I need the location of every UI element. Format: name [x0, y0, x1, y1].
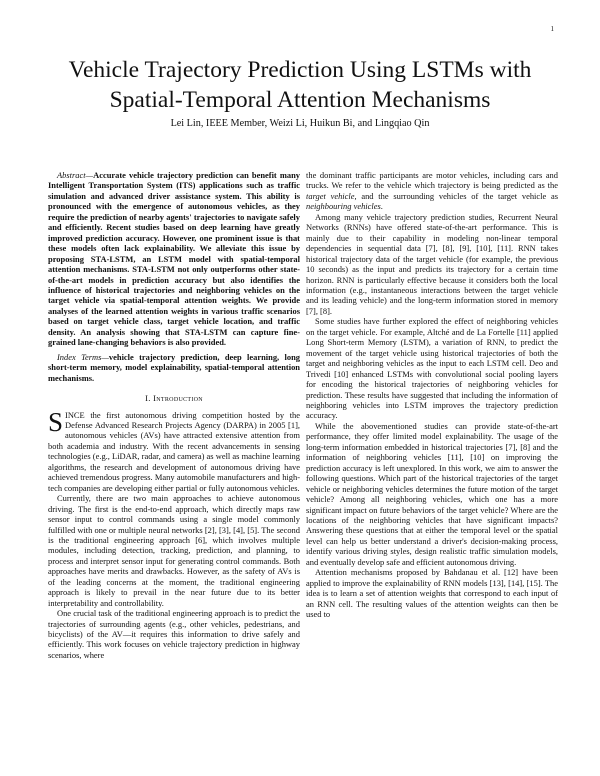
page-number: 1 [550, 25, 554, 33]
title-line-1: Vehicle Trajectory Prediction Using LSTMs with [68, 57, 532, 83]
abstract-text: Accurate vehicle trajectory prediction can benefit many Intelligent Transportation System (ITS) applications such as traffic simulation and advanced driver assistance system. This ability is pronounced with the emergence of autonomous vehicles, as they require the prediction of nearby agents' trajectories to navigate safely and efficiently. Recent studies based on deep learning have greatly improved prediction accuracy. However, one prominent issue is that these models often lack explainability. We alleviate this issue by proposing STA-LSTM, an LSTM model with spatial-temporal attention mechanisms. STA-LSTM not only outperforms other state-of-the-art models in prediction accuracy but also identifies the influence of historical trajectories and neighboring vehicles on the target vehicle via spatial-temporal attention weights. We provide analyses of the learned attention weights in various traffic scenarios based on target vehicle class, target vehicle location, and traffic density. An analysis showing that STA-LSTM can capture fine-grained lane-changing behaviors is also provided. [48, 170, 300, 348]
term-target-vehicle: target vehicle [306, 190, 355, 201]
term-neighbouring-vehicles: neighbouring vehicles [306, 201, 381, 212]
abstract: Abstract—Accurate vehicle trajectory prediction can benefit many Intelligent Transportation System (ITS) applications such as traffic simulation and advanced driver assistance system. This ability is pronounced with the emergence of autonomous vehicles, as they require the prediction of nearby agents' trajectories to navigate safely and efficiently. Recent studies based on deep learning have greatly improved prediction accuracy. However, one prominent issue is that these models often lack explainability. We alleviate this issue by proposing STA-LSTM, an LSTM model with spatial-temporal attention mechanisms. STA-LSTM not only outperforms other state-of-the-art models in prediction accuracy but also identifies the influence of historical trajectories and neighboring vehicles on the target vehicle via spatial-temporal attention weights. We provide analyses of the learned attention weights in various traffic scenarios based on target vehicle class, target vehicle location, and traffic density. An analysis showing that STA-LSTM can capture fine-grained lane-changing behaviors is also provided. [48, 170, 300, 348]
index-terms-text: vehicle trajectory prediction, deep learning, long short-term memory, model explainability, spatial-temporal attention mechanisms. [48, 351, 300, 383]
right-p0-part-c: . [380, 201, 383, 212]
intro-paragraph-1 [48, 406, 301, 494]
left-column [48, 170, 300, 660]
index-terms-label: Index Terms [57, 351, 102, 362]
author-list: Lei Lin, IEEE Member, Weizi Li, Huikun Bi, and Lingqiao Qin [170, 118, 430, 129]
abstract-label: Abstract [57, 170, 86, 180]
right-paragraph-4: Attention mechanisms proposed by Bahdanau et al. [12] have been applied to improve the explainability of RNN models [13], [14], [15]. The idea is to learn a set of attention weights that correspond to each input of an RNN cell. The resulting values of the attention weights can then be used to [306, 567, 558, 620]
right-p0-part-a: the dominant traffic participants are motor vehicles, including cars and trucks. We refer to the vehicle which trajectory is being predicted as the [306, 170, 558, 191]
right-paragraph-1: Among many vehicle trajectory prediction studies, Recurrent Neural Networks (RNNs) have offered state-of-the-art performance. This is mainly due to their capability in modeling non-linear temporal dependencies in sequential data [7], [8], [9], [10], [11]. RNN takes historical trajectory data of the target vehicle (for example, the previous 10 seconds) as the input and predicts its trajectory for a certain time horizon. RNN is particularly effective because it considers both the local information (e.g., instantaneous interactions between the target vehicle and its leading vehicle) and the long-term information stored in memory [7], [8]. [306, 211, 558, 316]
intro-paragraph-2: Currently, there are two main approaches to achieve autonomous driving. The first is the end-to-end approach, which directly maps raw sensor input to control commands using a single model commonly fulfilled with one or multiple neural networks [2], [3], [4], [5]. The second is the traditional engineering approach [6], which involves multiple modules, including detection, tracking, prediction, and planning, to process and interpret sensor input for generating control commands. Both approaches have merits and drawbacks. However, as the safety of AVs is of the leading concerns at the moment, the traditional engineering approach is likely to prevail in the near future due to its better interpretability and controllability. [48, 493, 300, 608]
intro-paragraph-1-text: the first autonomous driving competition hosted by the Defense Advanced Research Projects Agency (DARPA) in 2005 [1], autonomous vehicles (AVs) have attracted extensive attention from both academia and industry. With the recent advancements in sensing technologies (e.g., LiDAR, radar, and camera) as well as machine learning algorithms, the research and development of autonomous driving have achieved tremendous progress. Many automobile manufacturers and high-tech companies are developing either partial or fully autonomous vehicles. [48, 409, 301, 493]
right-paragraph-3: While the abovementioned studies can provide state-of-the-art performance, they offer limited model explainability. The usage of the long-term information embedded in historical trajectories [7], [8] and the information of neighboring vehicles [11], [10] on improving the prediction accuracy is left unexplored. In this work, we aim to answer the following questions. Which part of the historical trajectories of the target vehicle or neighboring vehicles determines the future motion of the target vehicle? Among all neighboring vehicles, which one has a more significant impact on future behaviors of the target vehicle? Where are the locations of the neighboring vehicles that have significant impacts? Answering these questions that at either the temporal level or the spatial level can help us better understand a driver's decision-making process, identify various driving styles, design realistic traffic simulation models, and eventually develop safe and efficient autonomous driving. [306, 420, 558, 567]
paper-title [0, 55, 600, 115]
intro-first-word: INCE [65, 409, 85, 420]
right-paragraph-2: Some studies have further explored the effect of neighboring vehicles on the target vehicle. For example, Altché and de La Fortelle [11] applied Long Short-term Memory (LSTM), a variation of RNN, to predict the movement of the target vehicle using historical trajectories of both the target and neighboring vehicles as the input to each LSTM cell. Deo and Trivedi [10] enhanced LSTMs with convolutional social pooling layers for encoding the historical trajectories of neighboring vehicles for prediction. These results have suggested that including the information of neighboring vehicles into LSTM improves the trajectory prediction accuracy. [306, 316, 558, 421]
right-column [306, 170, 558, 619]
intro-paragraph-3: One crucial task of the traditional engineering approach is to predict the trajectories of surrounding agents (e.g., other vehicles, pedestrians, and bicyclists) of the AV—it requires this information to drive safely and efficiently. This work focuses on vehicle trajectory prediction in highway scenarios, where [48, 608, 300, 660]
index-terms: Index Terms—vehicle trajectory prediction, deep learning, long short-term memory, model explainability, spatial-temporal attention mechanisms. [48, 351, 300, 383]
title-line-2: Spatial-Temporal Attention Mechanisms [109, 87, 491, 113]
drop-cap: S [48, 406, 64, 437]
section-heading-introduction: I. Introduction [145, 393, 203, 404]
right-p0-part-b: , and the surrounding vehicles of the target vehicle as [354, 190, 558, 201]
right-paragraph-0 [306, 170, 558, 212]
